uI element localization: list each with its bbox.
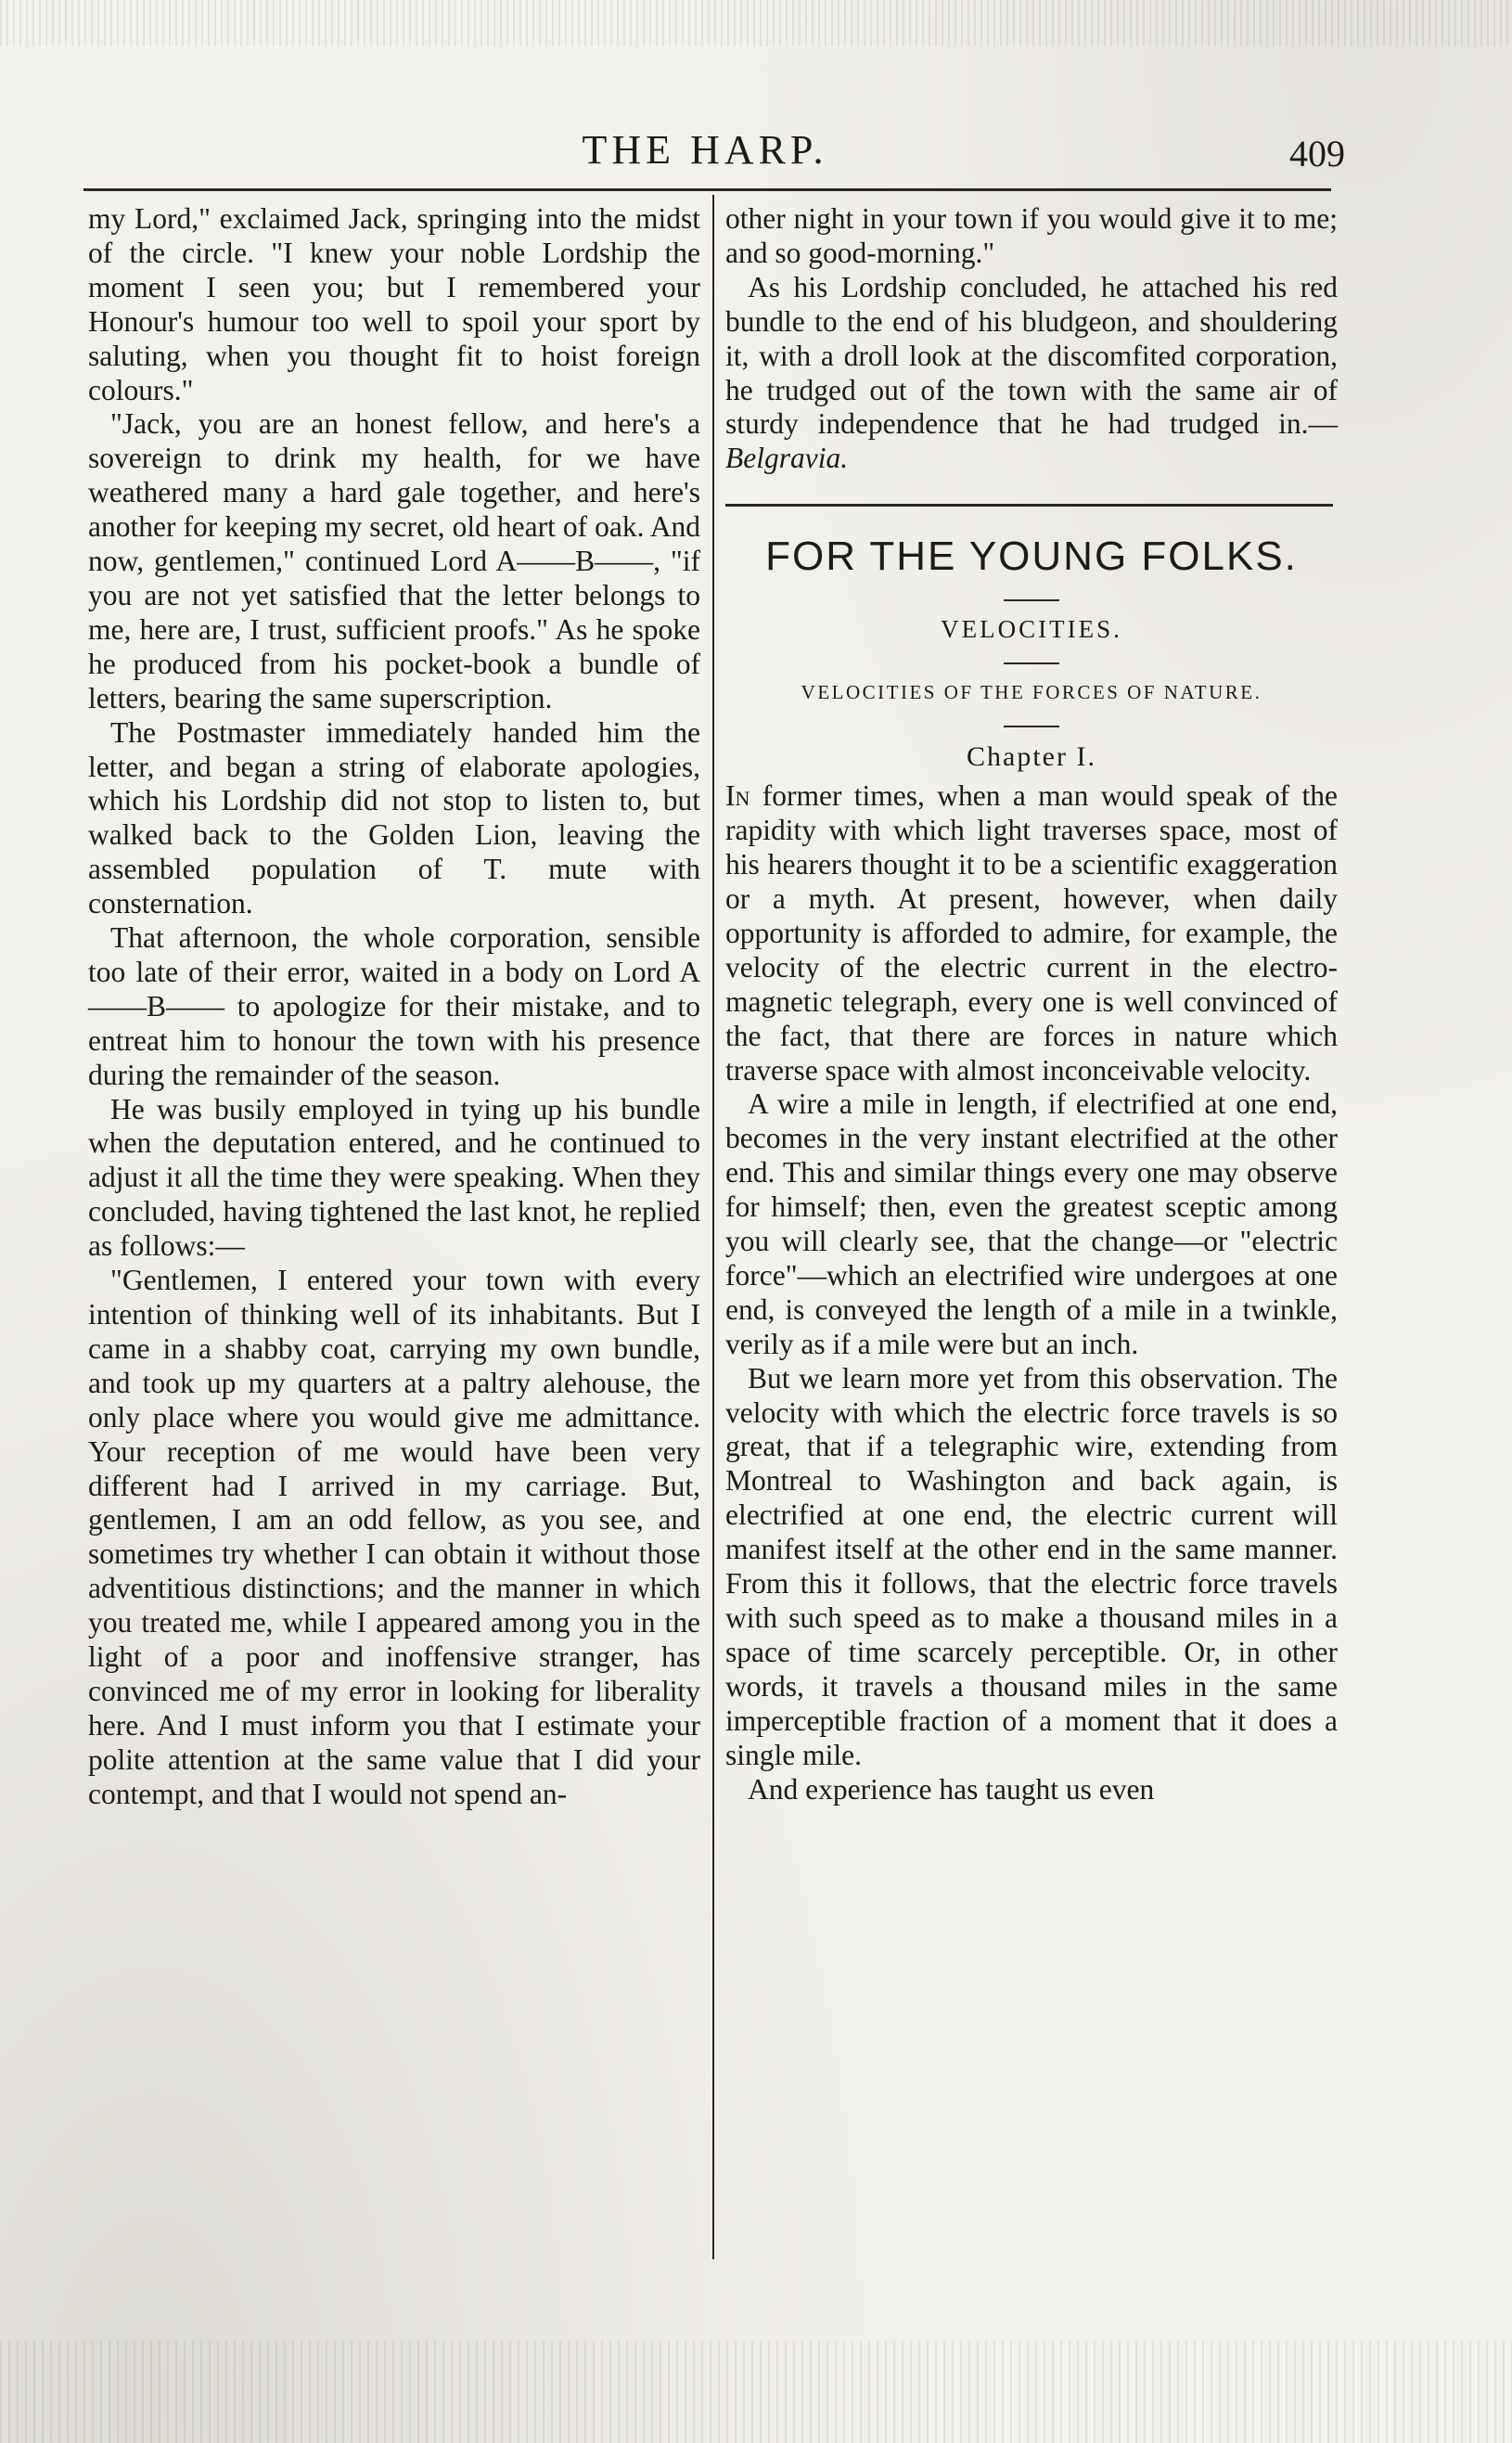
paragraph: "Jack, you are an honest fellow, and here's a sovereign to drink my health, for we have weathered many a hard gale together, and here's another for keeping my secret, old heart of oak. And now, gentlemen," continued Lord A——B——, "if you are not yet satisfied that the letter belongs to me, here are, I trust, sufficient proofs." As he spoke he produced from his pocket-book a bundle of letters, bearing the same superscription.	[88, 407, 700, 714]
article-subtitle: VELOCITIES OF THE FORCES OF NATURE.	[801, 681, 1262, 704]
lead-in-word: In	[725, 779, 750, 813]
paragraph: A wire a mile in length, if electrified at one end, becomes in the very instant electrified at the other end. This and similar things every one may observe for himself; then, even the greatest sceptic among you will clearly see, that the change—or "electric force"—which an electrified wire undergoes at one end, is conveyed the length of a mile in a twinkle, verily as if a mile were but an inch.	[725, 1087, 1338, 1360]
short-rule	[1004, 726, 1059, 727]
paragraph: And experience has taught us even	[748, 1772, 1155, 1806]
paragraph: other night in your town if you would give it to me; and so good-morning."	[725, 202, 1338, 269]
section-rule	[725, 504, 1333, 507]
page-number: 409	[1289, 133, 1345, 174]
short-rule	[1004, 599, 1059, 601]
page-header	[74, 119, 1345, 184]
article-title: VELOCITIES.	[941, 615, 1122, 644]
paragraph: my Lord," exclaimed Jack, springing into the midst of the circle. "I knew your noble Lordship the moment I seen you; but I remembered your Honour's humour too well to spoil your sport by saluting, when you thought fit to hoist foreign colours."	[88, 202, 700, 406]
left-column	[88, 202, 700, 1812]
section-title: FOR THE YOUNG FOLKS.	[765, 534, 1298, 580]
paragraph	[725, 271, 1338, 476]
chapter-heading: Chapter I.	[967, 741, 1096, 773]
paragraph-text: former times, when a man would speak of the rapidity with which light traverses space, most of his hearers thought it to be a scientific exaggeration or a myth. At present, however, when daily opportunity is afforded to admire, for example, the velocity of the electric current in the electro-magnetic telegraph, every one is well convinced of the fact, that there are forces in nature which traverse space with almost inconceivable velocity.	[725, 779, 1338, 1086]
paragraph-text: As his Lordship concluded, he attached his red bundle to the end of his bludgeon, and shouldering it, with a droll look at the discomfited corporation, he trudged out of the town with the same air of sturdy independence that he had trudged in.—	[725, 270, 1338, 441]
paragraph: The Postmaster immediately handed him the letter, and began a string of elaborate apologies, which his Lordship did not stop to listen to, but walked back to the Golden Lion, leaving the assembled population of T. mute with consternation.	[88, 715, 700, 920]
right-column	[725, 202, 1338, 1807]
paragraph: But we learn more yet from this observation. The velocity with which the electric force travels is so great, that if a telegraphic wire, extending from Montreal to Washington and back again, is electrified at one end, the electric current will manifest itself at the other end in the same manner. From this it follows, that the electric force travels with such speed as to make a thousand miles in a space of time scarcely perceptible. Or, in other words, it travels a thousand miles in the same imperceptible fraction of a moment that it does a single mile.	[725, 1361, 1338, 1771]
paragraph: He was busily employed in tying up his bundle when the deputation entered, and he continued to adjust it all the time they were speaking. When they concluded, having tightened the last knot, he replied as follows:—	[88, 1092, 700, 1263]
short-rule	[1004, 662, 1059, 664]
source-credit: Belgravia.	[725, 442, 849, 475]
print-speckle-top	[0, 0, 1512, 46]
paragraph	[725, 779, 1338, 1087]
print-speckle-bottom	[0, 2341, 1512, 2443]
running-title: THE HARP.	[582, 127, 828, 173]
paragraph: "Gentlemen, I entered your town with every intention of thinking well of its inhabitants. But I came in a shabby coat, carrying my own bundle, and took up my quarters at a paltry alehouse, the only place where you would give me admittance. Your reception of me would have been very different had I arrived in my carriage. But, gentlemen, I am an odd fellow, as you see, and sometimes try whether I can obtain it without those adventitious distinctions; and the manner in which you treated me, while I appeared among you in the light of a poor and inoffensive stranger, has convinced me of my error in looking for liberality here. And I must inform you that I estimate your polite attention at the same value that I did your contempt, and that I would not spend an-	[88, 1264, 700, 1810]
column-divider	[712, 195, 714, 2259]
header-rule	[83, 188, 1331, 191]
paragraph: That afternoon, the whole corporation, sensible too late of their error, waited in a body on Lord A——B—— to apologize for their mistake, and to entreat him to honour the town with his presence during the remainder of the season.	[88, 921, 700, 1091]
